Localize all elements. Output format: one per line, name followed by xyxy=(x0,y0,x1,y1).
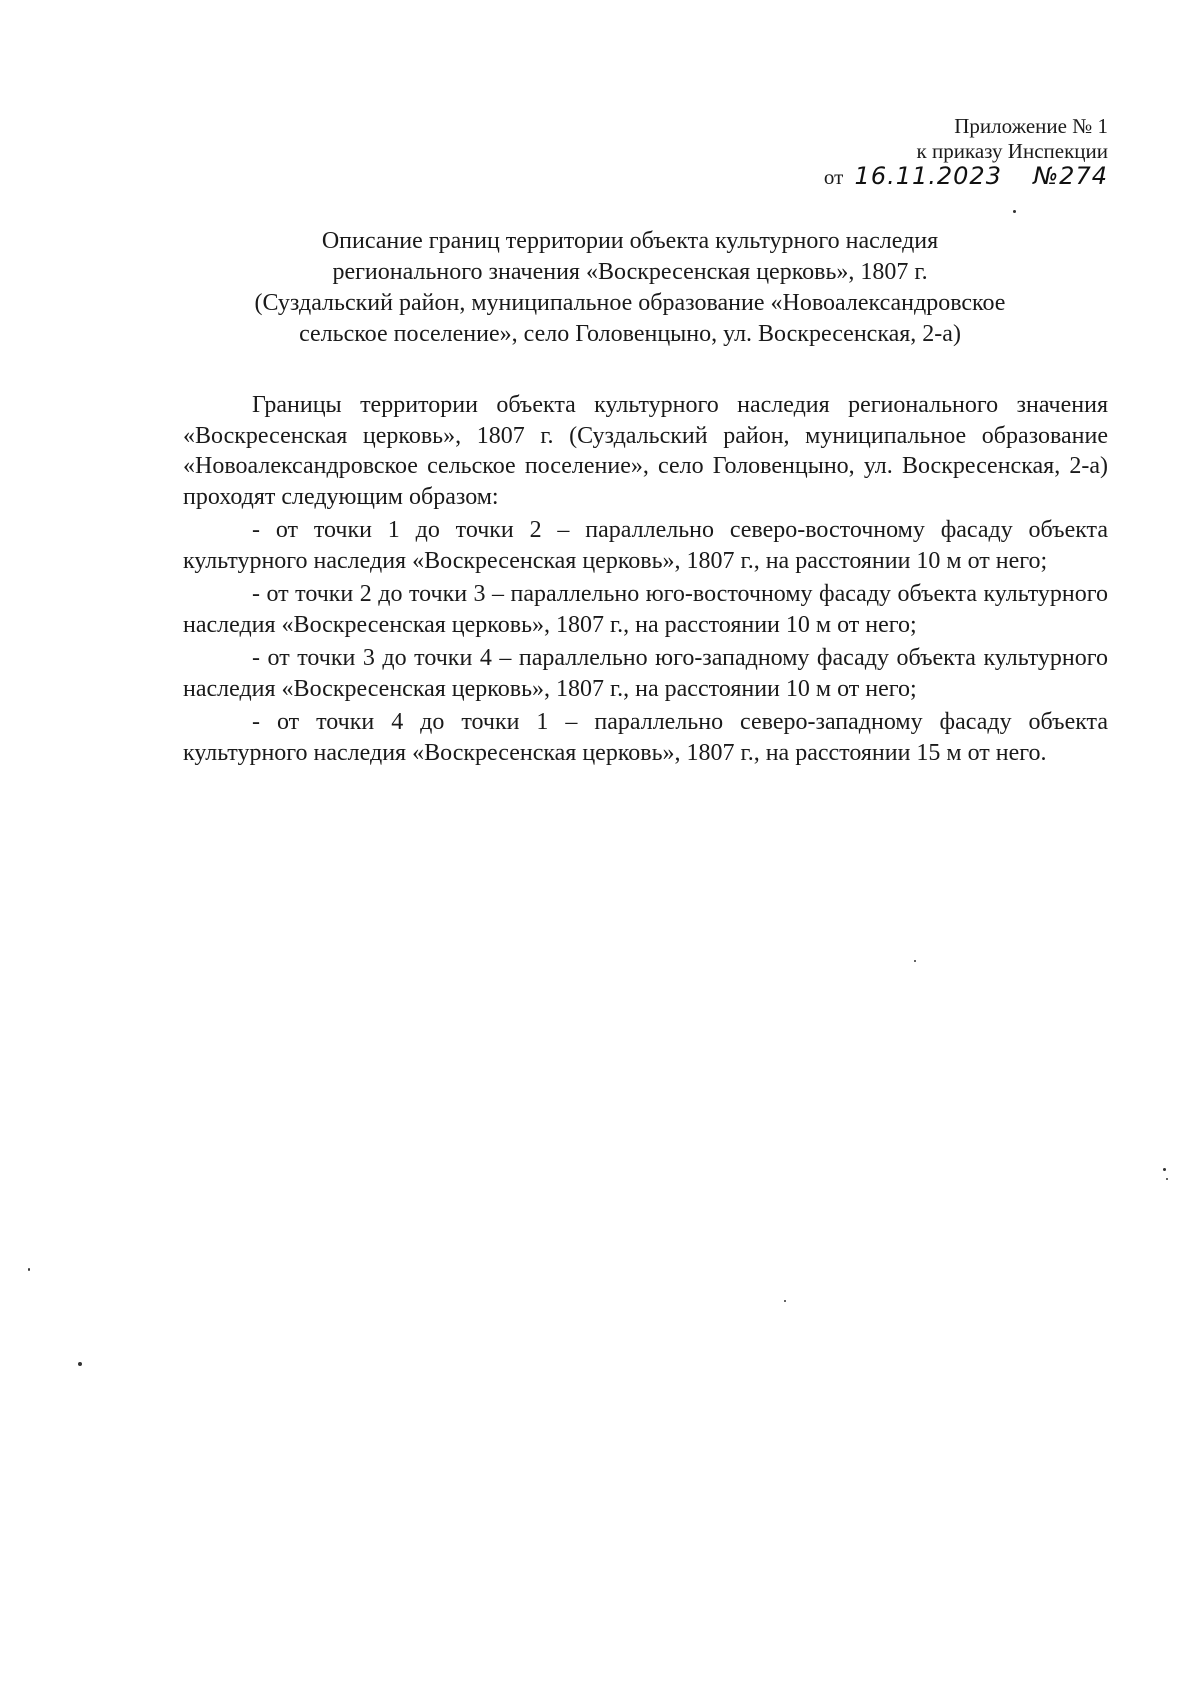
handwritten-date: 16.11.2023 xyxy=(854,162,1002,190)
scan-speck xyxy=(1163,1168,1166,1171)
scan-speck xyxy=(78,1362,82,1366)
title-line: регионального значения «Воскресенская церковь», 1807 г. xyxy=(332,259,928,285)
scan-speck xyxy=(1013,210,1016,213)
intro-paragraph: Границы территории объекта культурного наследия регионального значения «Воскресенская церковь», 1807 г. (Суздальский район, муниципальное образование «Новоалександровское сельское поселение», село Головенцыно, ул. Воскресенская, 2-а) проходят следующим образом: xyxy=(183,392,1108,510)
handwritten-number: №274 xyxy=(1033,162,1108,190)
scan-speck xyxy=(1166,1178,1168,1180)
boundary-segment-paragraph: - от точки 2 до точки 3 – параллельно юго-восточному фасаду объекта культурного наследия «Воскресенская церковь», 1807 г., на расстоянии 10 м от него; xyxy=(183,581,1108,638)
appendix-title: Приложение № 1 xyxy=(954,114,1108,138)
date-prefix: от xyxy=(823,165,844,189)
appendix-header xyxy=(824,114,1108,190)
appendix-date-line xyxy=(824,164,1108,190)
scan-speck xyxy=(28,1268,30,1271)
boundary-segment-paragraph: - от точки 4 до точки 1 – параллельно северо-западному фасаду объекта культурного наследия «Воскресенская церковь», 1807 г., на расстоянии 15 м от него. xyxy=(183,709,1108,766)
scan-speck xyxy=(914,960,916,962)
document-title xyxy=(170,226,1090,350)
appendix-order-reference: к приказу Инспекции xyxy=(916,139,1108,163)
title-line: (Суздальский район, муниципальное образование «Новоалександровское xyxy=(254,290,1006,316)
scan-speck xyxy=(784,1300,786,1302)
boundary-segment-paragraph: - от точки 3 до точки 4 – параллельно юго-западному фасаду объекта культурного наследия «Воскресенская церковь», 1807 г., на расстоянии 10 м от него; xyxy=(183,645,1108,702)
title-line: сельское поселение», село Головенцыно, ул. Воскресенская, 2-а) xyxy=(299,321,961,347)
title-line: Описание границ территории объекта культурного наследия xyxy=(321,228,939,254)
boundary-segment-paragraph: - от точки 1 до точки 2 – параллельно северо-восточному фасаду объекта культурного наследия «Воскресенская церковь», 1807 г., на расстоянии 10 м от него; xyxy=(183,517,1108,574)
document-body xyxy=(183,390,1108,768)
